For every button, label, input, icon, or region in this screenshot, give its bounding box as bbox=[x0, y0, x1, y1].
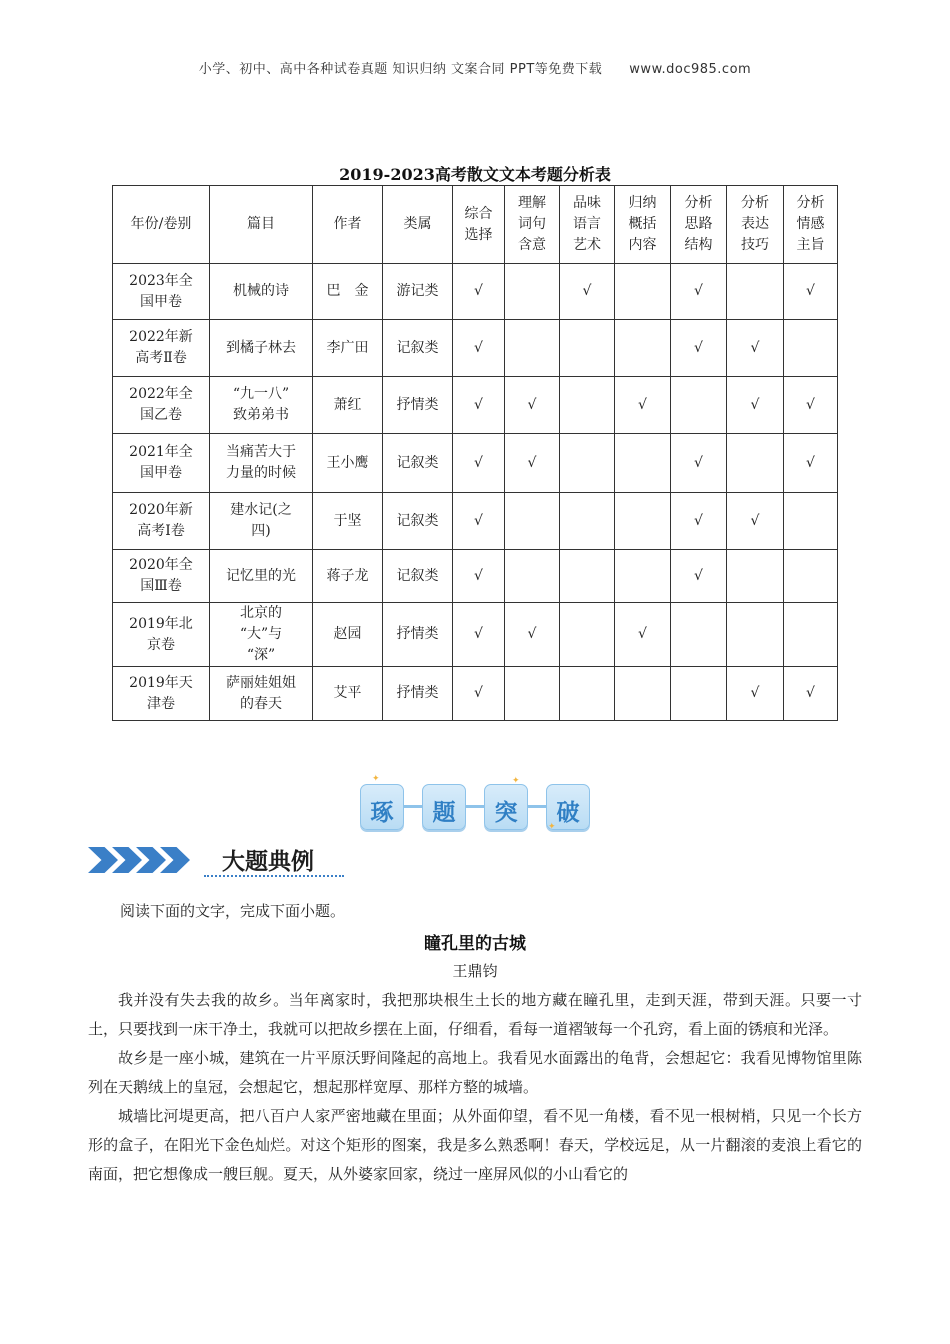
cell-check: √ bbox=[784, 434, 838, 493]
section-title: 大题典例 bbox=[222, 849, 314, 875]
cell-author: 蒋子龙 bbox=[313, 550, 383, 603]
header-skill bbox=[560, 186, 615, 264]
cell-check bbox=[784, 320, 838, 377]
cell-check bbox=[560, 320, 615, 377]
cell-check bbox=[615, 320, 671, 377]
cell-check: √ bbox=[453, 264, 505, 320]
cell-genre: 记叙类 bbox=[383, 434, 453, 493]
header-line: 归纳 bbox=[628, 195, 657, 211]
banner-tile: 题 bbox=[422, 784, 466, 830]
header-skill bbox=[453, 186, 505, 264]
cell-check: √ bbox=[671, 264, 727, 320]
article-paragraph: 故乡是一座小城，建筑在一片平原沃野间隆起的高地上。我看见水面露出的龟背，会想起它：我看见博物馆里陈列在天鹅绒上的皇冠，会想起它，想起那样宽厚、那样方整的城墙。 bbox=[88, 1049, 862, 1096]
banner-connector bbox=[464, 805, 484, 808]
header-line: 词句 bbox=[518, 216, 546, 232]
table-row bbox=[113, 667, 838, 721]
cell-check bbox=[727, 434, 784, 493]
header-skill bbox=[671, 186, 727, 264]
cell-piece: 建水记(之 四) bbox=[210, 493, 313, 550]
cell-check bbox=[784, 493, 838, 550]
table-title: 2019-2023高考散文文本考题分析表 bbox=[339, 165, 611, 184]
table-row bbox=[113, 550, 838, 603]
header-line: 品味 bbox=[573, 195, 601, 211]
cell-piece: 到橘子林去 bbox=[210, 320, 313, 377]
header-line: 选择 bbox=[464, 226, 493, 243]
cell-check bbox=[505, 667, 560, 721]
cell-piece: 机械的诗 bbox=[210, 264, 313, 320]
banner-connector bbox=[526, 805, 546, 808]
header-line: 含意 bbox=[518, 237, 546, 253]
cell-check: √ bbox=[784, 264, 838, 320]
cell-check: √ bbox=[671, 493, 727, 550]
header-skill bbox=[615, 186, 671, 264]
cell-check: √ bbox=[671, 434, 727, 493]
banner-tile: 琢 bbox=[360, 784, 404, 830]
header-author: 作者 bbox=[313, 186, 383, 264]
banner-tile: 破 bbox=[546, 784, 590, 830]
cell-piece: 萨丽娃姐姐 的春天 bbox=[210, 667, 313, 721]
header-line: 情感 bbox=[796, 216, 825, 232]
cell-year: 2023年全 国甲卷 bbox=[113, 264, 210, 320]
cell-check bbox=[727, 550, 784, 603]
cell-check: √ bbox=[453, 493, 505, 550]
table-row bbox=[113, 603, 838, 667]
header-line: 思路 bbox=[684, 216, 713, 232]
header-line: 内容 bbox=[628, 237, 657, 253]
cell-check bbox=[615, 550, 671, 603]
cell-check: √ bbox=[727, 377, 784, 434]
banner-tile: 突 bbox=[484, 784, 528, 830]
cell-check bbox=[784, 603, 838, 667]
cell-check bbox=[560, 603, 615, 667]
table-body bbox=[113, 264, 838, 721]
title-banner bbox=[360, 774, 590, 834]
cell-piece: 记忆里的光 bbox=[210, 550, 313, 603]
chevron-right-icon bbox=[88, 847, 118, 873]
article-author: 王鼎钧 bbox=[452, 962, 498, 980]
cell-year: 2022年新 高考Ⅱ卷 bbox=[113, 320, 210, 377]
cell-genre: 抒情类 bbox=[383, 667, 453, 721]
cell-check: √ bbox=[505, 434, 560, 493]
cell-author: 赵园 bbox=[313, 603, 383, 667]
header-line: 表达 bbox=[741, 216, 769, 232]
cell-year: 2021年全 国甲卷 bbox=[113, 434, 210, 493]
cell-piece: 北京的 “大”与 “深” bbox=[210, 603, 313, 667]
cell-author: 李广田 bbox=[313, 320, 383, 377]
header-line: 语言 bbox=[573, 216, 601, 232]
cell-year: 2020年全 国Ⅲ卷 bbox=[113, 550, 210, 603]
cell-check: √ bbox=[727, 667, 784, 721]
cell-check bbox=[727, 603, 784, 667]
cell-check bbox=[560, 667, 615, 721]
cell-check bbox=[671, 667, 727, 721]
header-line: 技巧 bbox=[741, 237, 769, 253]
table-row bbox=[113, 320, 838, 377]
cell-check: √ bbox=[671, 550, 727, 603]
article-paragraph: 城墙比河堤更高，把八百户人家严密地藏在里面；从外面仰望，看不见一角楼，看不见一根树梢，只见一个长方形的盒子，在阳光下金色灿烂。对这个矩形的图案，我是多么熟悉啊！春天，学校远足，从一片翻滚的麦浪上看它的南面，把它想像成一艘巨舰。夏天，从外婆家回家，绕过一座屏风似的小山看它的 bbox=[88, 1107, 862, 1183]
header-year: 年份/卷别 bbox=[113, 186, 210, 264]
cell-check bbox=[505, 550, 560, 603]
cell-check bbox=[727, 264, 784, 320]
sparkle-icon: ✦ bbox=[372, 774, 380, 784]
header-line: 结构 bbox=[684, 237, 713, 253]
sparkle-icon: ✦ bbox=[548, 822, 556, 832]
cell-check: √ bbox=[453, 603, 505, 667]
header-line: 概括 bbox=[628, 216, 657, 232]
cell-check: √ bbox=[615, 603, 671, 667]
cell-check bbox=[615, 264, 671, 320]
table-header-row bbox=[113, 186, 838, 264]
cell-check: √ bbox=[505, 377, 560, 434]
cell-check: √ bbox=[453, 434, 505, 493]
header-line: 分析 bbox=[796, 195, 825, 211]
cell-check: √ bbox=[727, 493, 784, 550]
cell-check: √ bbox=[453, 667, 505, 721]
cell-genre: 游记类 bbox=[383, 264, 453, 320]
cell-year: 2022年全 国乙卷 bbox=[113, 377, 210, 434]
cell-check bbox=[671, 377, 727, 434]
cell-author: 艾平 bbox=[313, 667, 383, 721]
cell-year: 2020年新 高考Ⅰ卷 bbox=[113, 493, 210, 550]
cell-check bbox=[560, 493, 615, 550]
header-skill bbox=[505, 186, 560, 264]
cell-author: 王小鹰 bbox=[313, 434, 383, 493]
cell-check bbox=[784, 550, 838, 603]
cell-check: √ bbox=[505, 603, 560, 667]
cell-genre: 记叙类 bbox=[383, 493, 453, 550]
header-skill bbox=[727, 186, 784, 264]
article-paragraph: 我并没有失去我的故乡。当年离家时，我把那块根生土长的地方藏在瞳孔里，走到天涯，带到天涯。只要一寸土，只要找到一床干净土，我就可以把故乡摆在上面，仔细看，看每一道褶皱每一个孔窍，看上面的锈痕和光泽。 bbox=[88, 991, 862, 1038]
cell-check bbox=[671, 603, 727, 667]
cell-check bbox=[505, 493, 560, 550]
header-line: 分析 bbox=[741, 195, 769, 211]
table-row bbox=[113, 264, 838, 320]
cell-author: 巴 金 bbox=[313, 264, 383, 320]
cell-check bbox=[615, 434, 671, 493]
cell-author: 萧红 bbox=[313, 377, 383, 434]
cell-check bbox=[560, 434, 615, 493]
header-line: 综合 bbox=[464, 205, 493, 222]
cell-year: 2019年北 京卷 bbox=[113, 603, 210, 667]
header-line: 主旨 bbox=[796, 237, 825, 253]
cell-genre: 记叙类 bbox=[383, 550, 453, 603]
table-row bbox=[113, 434, 838, 493]
header-line: 分析 bbox=[684, 195, 713, 211]
cell-check: √ bbox=[671, 320, 727, 377]
dotted-divider bbox=[204, 875, 344, 877]
cell-check bbox=[615, 493, 671, 550]
banner-connector bbox=[402, 805, 422, 808]
cell-year: 2019年天 津卷 bbox=[113, 667, 210, 721]
cell-piece: “九一八” 致弟弟书 bbox=[210, 377, 313, 434]
cell-genre: 抒情类 bbox=[383, 377, 453, 434]
header-piece: 篇目 bbox=[210, 186, 313, 264]
cell-check bbox=[505, 320, 560, 377]
cell-genre: 抒情类 bbox=[383, 603, 453, 667]
cell-genre: 记叙类 bbox=[383, 320, 453, 377]
instruction-text: 阅读下面的文字，完成下面小题。 bbox=[120, 902, 346, 920]
cell-check: √ bbox=[560, 264, 615, 320]
cell-check: √ bbox=[784, 667, 838, 721]
table-row bbox=[113, 377, 838, 434]
article-title: 瞳孔里的古城 bbox=[424, 934, 526, 954]
site-header: 小学、初中、高中各种试卷真题 知识归纳 文案合同 PPT等免费下载 www.doc985.com bbox=[198, 62, 752, 77]
cell-check: √ bbox=[784, 377, 838, 434]
cell-check: √ bbox=[453, 320, 505, 377]
header-skill bbox=[784, 186, 838, 264]
cell-check: √ bbox=[453, 377, 505, 434]
cell-check bbox=[615, 667, 671, 721]
cell-check bbox=[505, 264, 560, 320]
cell-check bbox=[560, 377, 615, 434]
header-line: 理解 bbox=[518, 195, 546, 211]
analysis-table bbox=[112, 185, 838, 721]
header-line: 艺术 bbox=[573, 237, 601, 253]
header-genre: 类属 bbox=[383, 186, 453, 264]
sparkle-icon: ✦ bbox=[512, 776, 520, 786]
section-heading bbox=[88, 843, 348, 879]
cell-piece: 当痛苦大于 力量的时候 bbox=[210, 434, 313, 493]
cell-check bbox=[560, 550, 615, 603]
article-body bbox=[88, 986, 862, 1189]
cell-author: 于坚 bbox=[313, 493, 383, 550]
cell-check: √ bbox=[453, 550, 505, 603]
table-row bbox=[113, 493, 838, 550]
cell-check: √ bbox=[615, 377, 671, 434]
cell-check: √ bbox=[727, 320, 784, 377]
